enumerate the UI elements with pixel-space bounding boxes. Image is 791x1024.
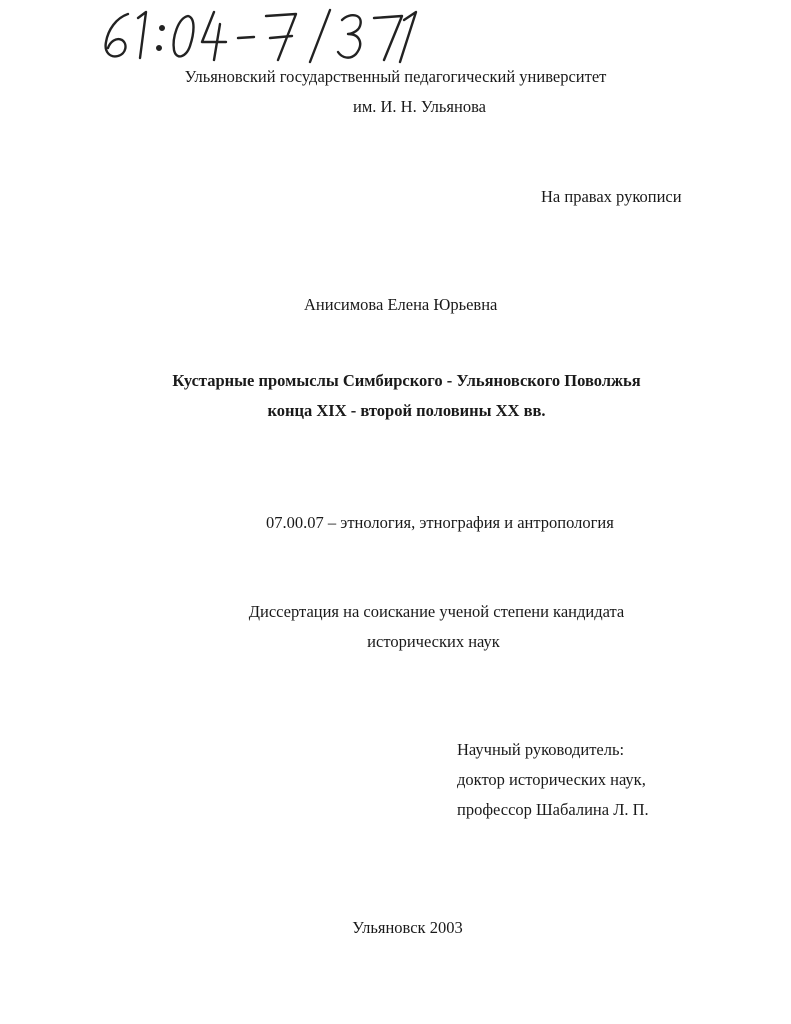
manuscript-note: На правах рукописи [541, 187, 682, 206]
archive-code-text [196, 12, 526, 67]
dissertation-title-line1: Кустарные промыслы Симбирского - Ульяновского Поволжья [172, 371, 641, 390]
handwritten-archive-code [98, 4, 428, 66]
supervisor-label: Научный руководитель: [457, 740, 625, 759]
degree-line1: Диссертация на соискание ученой степени кандидата [248, 602, 625, 621]
specialty-code: 07.00.07 – этнология, этнография и антропология [266, 513, 614, 532]
place-and-year: Ульяновск 2003 [352, 918, 463, 937]
supervisor-degree: доктор исторических наук, [457, 770, 646, 789]
author-name: Анисимова Елена Юрьевна [304, 295, 498, 314]
university-name: Ульяновский государственный педагогический университет [184, 67, 607, 86]
degree-line2: исторических наук [367, 632, 500, 651]
supervisor-name: профессор Шабалина Л. П. [457, 800, 649, 819]
dissertation-title-line2: конца XIX - второй половины XX вв. [267, 401, 546, 420]
university-name-dedication: им. И. Н. Ульянова [353, 97, 486, 116]
